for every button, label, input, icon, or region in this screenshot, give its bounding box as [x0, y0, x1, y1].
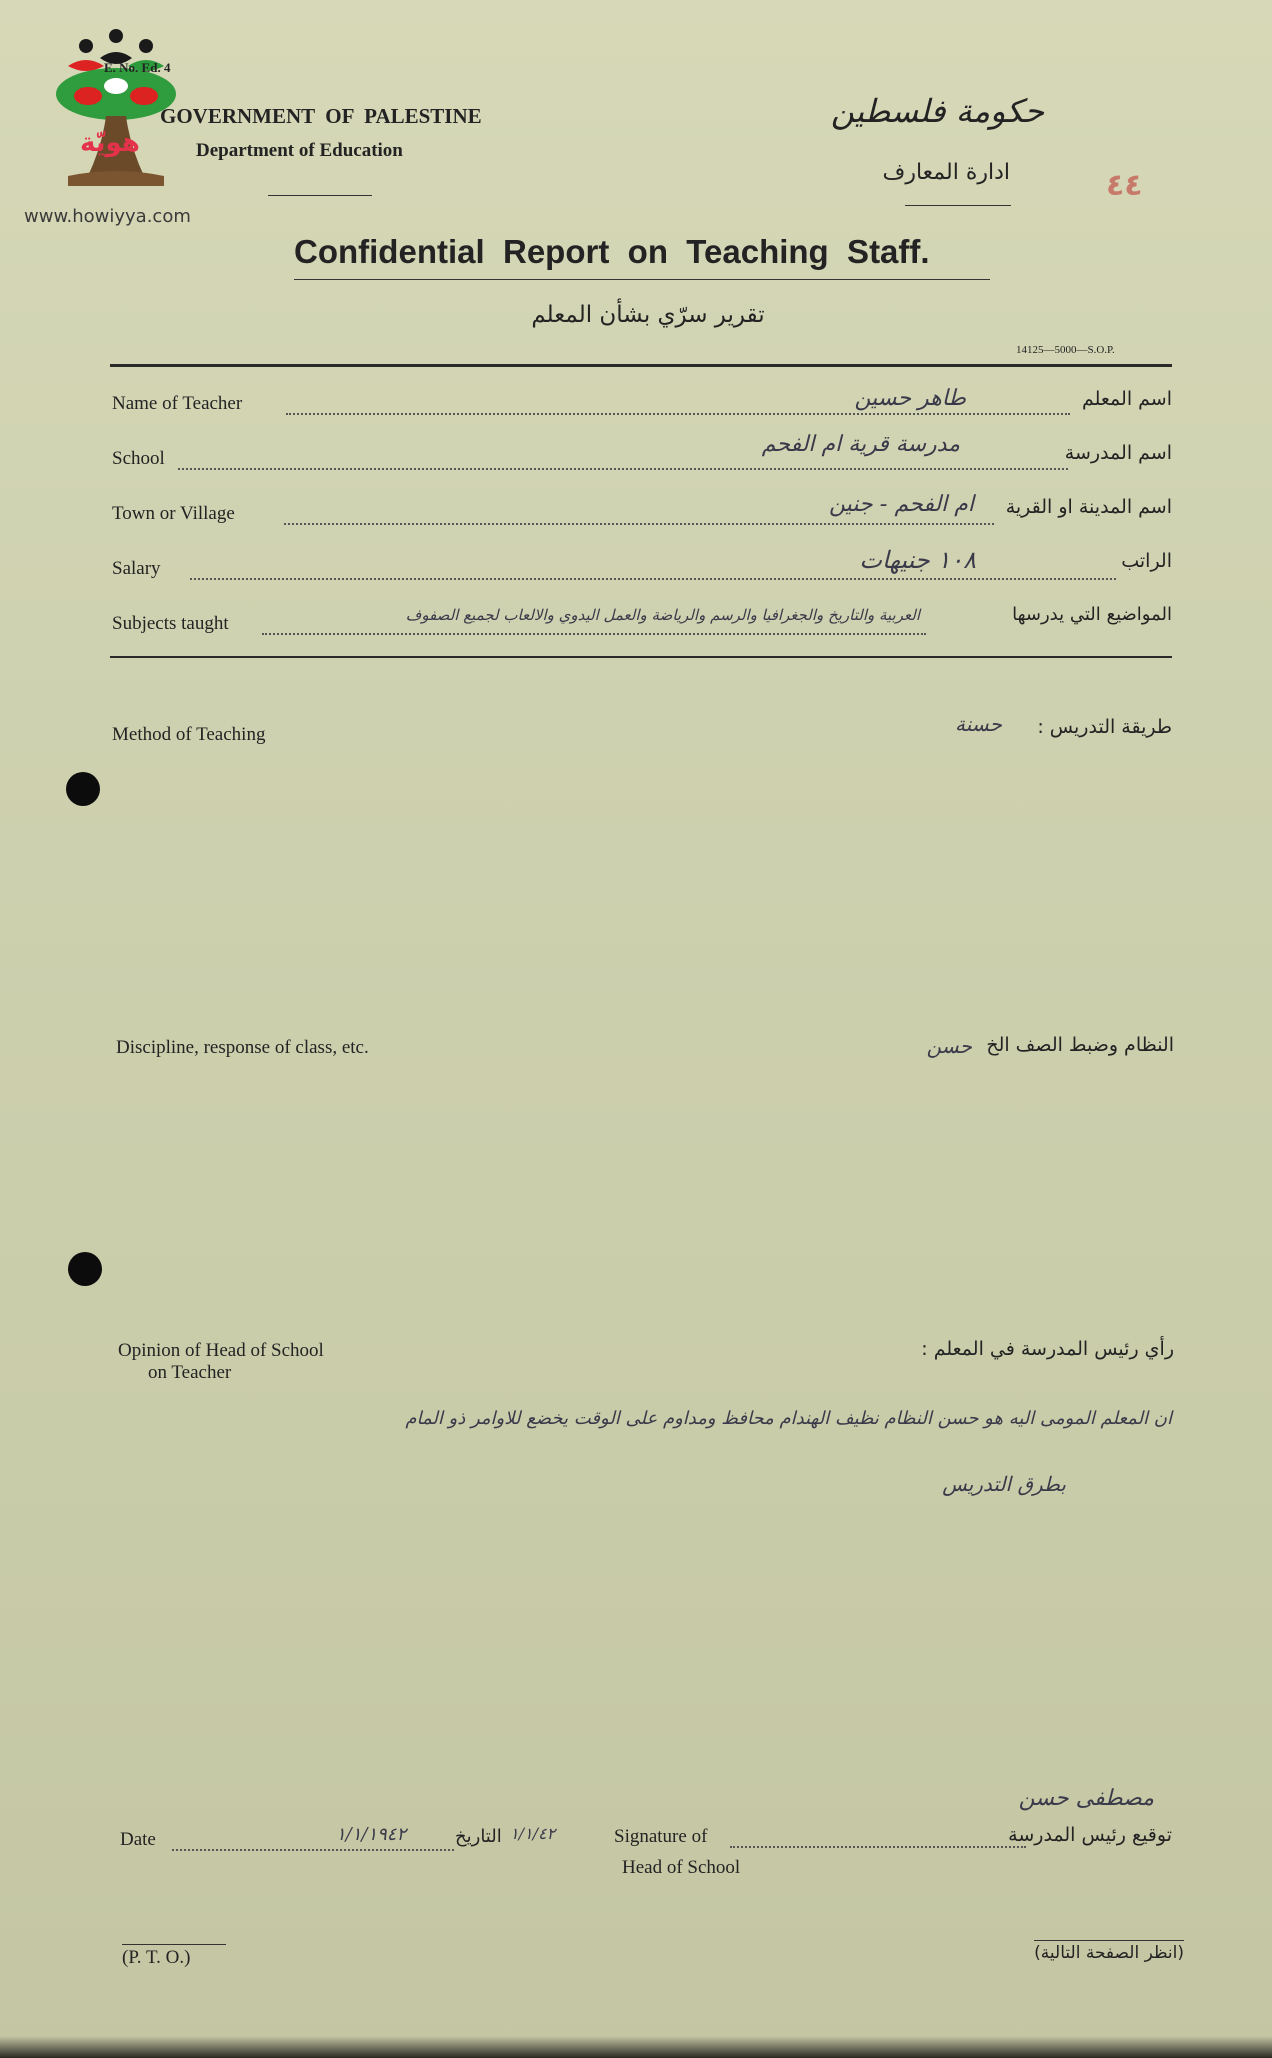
label-salary-ar: الراتب — [1121, 550, 1172, 572]
value-school: مدرسة قرية ام الفحم — [761, 432, 960, 457]
title-underline — [294, 279, 990, 280]
label-method-ar: طريقة التدريس : — [1037, 716, 1172, 738]
header-right-separator — [905, 205, 1011, 206]
label-subjects-ar: المواضيع التي يدرسها — [1012, 604, 1172, 625]
value-date-right: ١/١/٤٢ — [510, 1824, 556, 1843]
value-opinion-line2: بطرق التدريس — [942, 1472, 1066, 1496]
label-town-en: Town or Village — [112, 503, 235, 524]
dotted-line-town — [284, 523, 994, 525]
value-date-left: ١/١/١٩٤٢ — [336, 1824, 407, 1845]
label-date-en: Date — [120, 1829, 156, 1850]
dotted-line-signature — [730, 1846, 1026, 1848]
corner-mark: ٤٤ — [1106, 168, 1143, 203]
pto-ar: (انظر الصفحة التالية) — [1034, 1940, 1184, 1963]
label-subjects-en: Subjects taught — [112, 613, 229, 634]
label-discipline-ar: النظام وضبط الصف الخ — [986, 1034, 1174, 1056]
value-method: حسنة — [955, 712, 1002, 736]
dotted-line-date — [172, 1849, 454, 1851]
header-left-separator — [268, 195, 372, 196]
punch-hole-top — [66, 772, 100, 806]
label-school-en: School — [112, 448, 165, 469]
report-title-ar: تقرير سرّي بشأن المعلم — [531, 302, 765, 328]
label-date-ar: التاريخ — [455, 1826, 502, 1847]
label-opinion-en-1: Opinion of Head of School — [118, 1340, 324, 1361]
value-subjects: العربية والتاريخ والجغرافيا والرسم والرياضة والعمل اليدوي والالعاب لجميع الصفوف — [405, 606, 920, 624]
value-opinion-line1: ان المعلم المومى اليه هو حسن النظام نظيف الهندام محافظ ومداوم على الوقت يخضع للاوامر ذو المام — [405, 1408, 1172, 1429]
label-opinion-ar: رأي رئيس المدرسة في المعلم : — [921, 1338, 1174, 1360]
government-title-en: GOVERNMENT OF PALESTINE — [160, 104, 482, 128]
print-code: 14125—5000—S.O.P. — [1016, 344, 1115, 356]
label-method-en: Method of Teaching — [112, 724, 266, 745]
label-salary-en: Salary — [112, 558, 161, 579]
value-discipline: حسن — [926, 1034, 972, 1058]
dotted-line-school — [178, 468, 1068, 470]
watermark-url[interactable]: www.howiyya.com — [24, 206, 191, 227]
department-title-ar: ادارة المعارف — [882, 160, 1010, 185]
label-signature-ar: توقيع رئيس المدرسة — [1008, 1824, 1172, 1846]
label-discipline-en: Discipline, response of class, etc. — [116, 1037, 369, 1058]
dotted-line-subjects — [262, 633, 926, 635]
fields-bottom-rule — [110, 656, 1172, 658]
value-teacher-name: طاهر حسين — [854, 386, 966, 411]
label-school-ar: اسم المدرسة — [1064, 442, 1172, 464]
label-teacher-name-en: Name of Teacher — [112, 393, 243, 414]
logo-arabic-text: هويّة — [80, 128, 140, 158]
report-title-en: Confidential Report on Teaching Staff. — [294, 233, 930, 270]
pto-en: (P. T. O.) — [122, 1944, 226, 1969]
top-rule — [110, 364, 1172, 367]
label-opinion-en-2: on Teacher — [148, 1362, 232, 1383]
punch-hole-bottom — [68, 1252, 102, 1286]
label-signature-en: Signature of — [614, 1826, 708, 1847]
value-salary: ١٠٨ جنيهات — [859, 546, 976, 574]
page-bottom-edge — [0, 2036, 1272, 2058]
department-title-en: Department of Education — [196, 140, 403, 161]
dotted-line-salary — [190, 578, 1116, 580]
label-teacher-name-ar: اسم المعلم — [1081, 388, 1172, 410]
value-signature: مصطفى حسن — [1018, 1786, 1154, 1811]
form-number: E. No. Ed. 4 — [104, 60, 171, 75]
value-town: ام الفحم - جنين — [828, 492, 974, 517]
label-town-ar: اسم المدينة او القرية — [1005, 496, 1172, 518]
dotted-line-teacher-name — [286, 413, 1070, 415]
label-head-of-school-en: Head of School — [622, 1857, 741, 1878]
government-title-ar: حكومة فلسطين — [830, 92, 1044, 130]
